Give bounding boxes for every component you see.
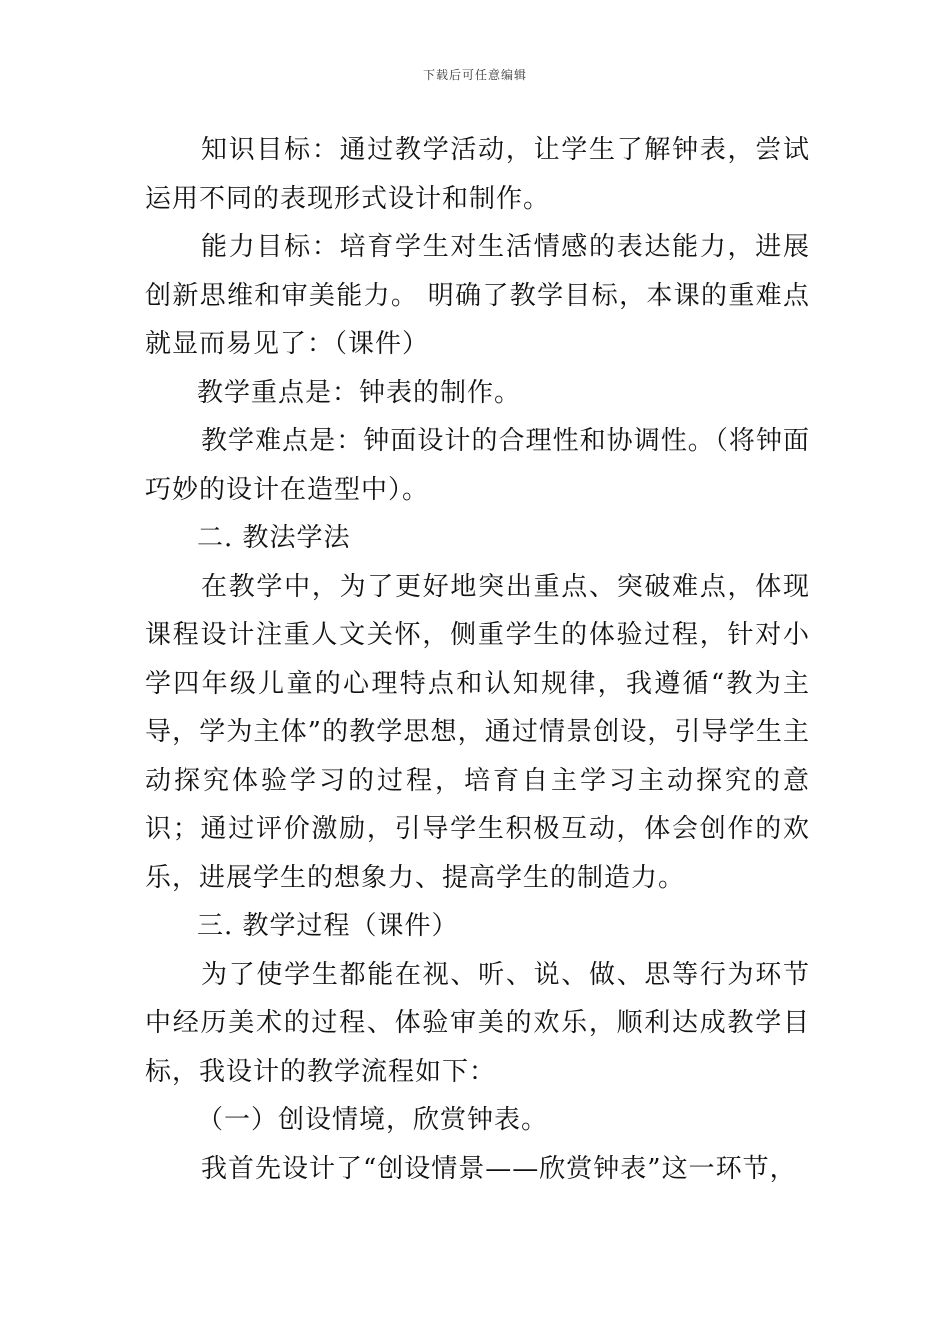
document-body <box>145 126 810 1193</box>
paragraph-methods: 在教学中，为了更好地突出重点、突破难点，体现课程设计注重人文关怀，侧重学生的体验过程，针对小学四年级儿童的心理特点和认知规律，我遵循“教为主导，学为主体”的教学思想，通过情景创设，引导学生主动探究体验学习的过程，培育自主学习主动探究的意识；通过评价激励，引导学生积极互动，体会创作的欢乐，进展学生的想象力、提高学生的制造力。 <box>145 571 810 893</box>
paragraph-knowledge-goal: 知识目标：通过教学活动，让学生了解钟表，尝试运用不同的表现形式设计和制作。 <box>145 135 810 214</box>
section-heading-process: 三. 教学过程（课件） <box>197 911 459 941</box>
page-header: 下载后可任意编辑 <box>422 68 527 82</box>
subsection-heading-step-one: （一）创设情境，欣赏钟表。 <box>197 1105 549 1135</box>
paragraph-ability-goal: 能力目标：培育学生对生活情感的表达能力，进展创新思维和审美能力。 明确了教学目标，本课的重难点就显而易见了：（课件） <box>145 232 810 359</box>
paragraph-difficult-point: 教学难点是：钟面设计的合理性和协调性。（将钟面巧妙的设计在造型中）。 <box>145 426 810 505</box>
section-heading-methods: 二. 教法学法 <box>197 523 351 553</box>
paragraph-step-one: 我首先设计了“创设情景——欣赏钟表”这一环节， <box>201 1153 797 1184</box>
paragraph-process-intro: 为了使学生都能在视、听、说、做、思等行为环节中经历美术的过程、体验审美的欢乐，顺利达成教学目标，我设计的教学流程如下： <box>145 959 810 1087</box>
paragraph-key-point: 教学重点是：钟表的制作。 <box>197 377 522 408</box>
